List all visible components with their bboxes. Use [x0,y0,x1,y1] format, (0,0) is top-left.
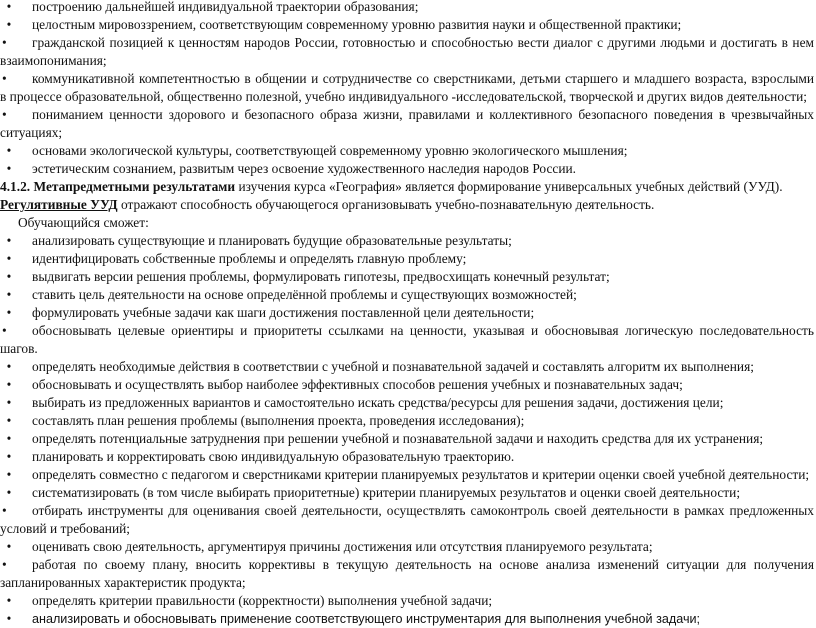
list-item [0,430,816,448]
bullet-icon: • [6,611,12,626]
list-item [0,610,816,628]
list-item [0,376,816,394]
list-item [0,502,816,520]
bullet-icon: • [2,503,7,518]
list-item-text: гражданской позицией к ценностям народов России, готовностью и способностью вести диалог с другими людьми и достигать в нем [32,35,814,50]
list-item-continuation: шагов. [0,341,38,356]
bullet-icon: • [6,539,12,554]
list-item [0,484,816,502]
bullet-icon: • [6,233,12,248]
list-item-text: работая по своему плану, вносить коррективы в текущую деятельность на основе анализа изменений ситуации для получения [32,557,814,572]
bullet-icon: • [6,593,12,608]
list-item-text: определять потенциальные затруднения при решении учебной и познавательной задачи и находить средства для их устранения; [32,431,764,446]
list-item [0,160,816,178]
bullet-icon: • [6,269,12,284]
bullet-icon: • [2,107,7,122]
bullet-icon: • [6,17,12,32]
list-item-text: выдвигать версии решения проблемы, формулировать гипотезы, предвосхищать конечный результат; [32,269,610,284]
list-item-continuation: в процессе образовательной, общественно полезной, учебно индивидуального -исследовательской, творческой и других видов деятельности; [0,89,808,104]
list-item-text: систематизировать (в том числе выбирать приоритетные) критерии планируемых результатов и оценки своей деятельности; [32,485,741,500]
list-item [0,232,816,250]
bullet-icon: • [2,71,7,86]
bullet-icon: • [6,0,12,14]
bullet-icon: • [6,395,12,410]
list-item-text: основами экологической культуры, соответствующей современному уровню экологического мышления; [32,143,628,158]
list-item-continuation: запланированных характеристик продукта; [0,575,246,590]
heading-text: изучения курса «География» является формирование универсальных учебных действий (УУД). [235,179,783,194]
bullet-icon: • [2,35,7,50]
bullet-icon: • [6,161,12,176]
list-item-continuation: условий и требований; [0,521,131,536]
list-item-text: ставить цель деятельности на основе определённой проблемы и существующих возможностей; [32,287,577,302]
bullet-icon: • [6,485,12,500]
list-item-text: определять совместно с педагогом и сверстниками критерии планируемых результатов и критерии оценки своей учебной деятельности; [32,467,810,482]
paragraph-intro: Обучающийся сможет: [18,215,149,230]
bullet-icon: • [6,143,12,158]
list-item-text: формулировать учебные задачи как шаги достижения поставленной цели деятельности; [32,305,535,320]
list-item-text: построению дальнейшей индивидуальной траектории образования; [32,0,419,14]
list-item [0,322,816,340]
list-item [0,268,816,286]
list-item-text: составлять план решения проблемы (выполнения проекта, проведения исследования); [32,413,525,428]
heading-label: Регулятивные УУД [0,197,118,212]
list-item-text: эстетическим сознанием, развитым через освоение художественного наследия народов России. [32,161,577,176]
list-item-text: определять критерии правильности (корректности) выполнения учебной задачи; [32,593,493,608]
list-item [0,412,816,430]
bullet-icon: • [6,305,12,320]
list-item-text: коммуникативной компетентностью в общении и сотрудничестве со сверстниками, детьми старшего и младшего возраста, взрослыми [32,71,814,86]
bullet-icon: • [6,251,12,266]
list-item [0,142,816,160]
bullet-icon: • [6,449,12,464]
list-item [0,448,816,466]
list-item [0,304,816,322]
list-item [0,394,816,412]
list-item-continuation: взаимопонимания; [0,53,107,68]
bullet-icon: • [6,359,12,374]
list-item-text: анализировать существующие и планировать будущие образовательные результаты; [32,233,512,248]
list-item [0,538,816,556]
list-item [0,0,816,16]
heading-text: отражают способность обучающегося организовывать учебно-познавательную деятельность. [117,197,655,212]
list-item-text: отбирать инструменты для оценивания своей деятельности, осуществлять самоконтроль своей деятельности в рамках предложенных [32,503,814,518]
bullet-icon: • [2,323,7,338]
list-item [0,16,816,34]
list-item-text: пониманием ценности здорового и безопасного образа жизни, правилами и коллективного безопасного поведения в чрезвычайных [32,107,814,122]
list-item-text: выбирать из предложенных вариантов и самостоятельно искать средства/ресурсы для решения задачи, достижения цели; [32,395,724,410]
list-item [0,250,816,268]
bullet-icon: • [6,377,12,392]
list-item [0,466,816,484]
list-item-text: определять необходимые действия в соответствии с учебной и познавательной задачей и составлять алгоритм их выполнения; [32,359,754,374]
list-item-text: оценивать свою деятельность, аргументируя причины достижения или отсутствия планируемого результата; [32,539,653,554]
list-item [0,34,816,52]
bullet-icon: • [6,287,12,302]
list-item [0,286,816,304]
list-item [0,592,816,610]
list-item-text: идентифицировать собственные проблемы и определять главную проблему; [32,251,467,266]
list-item-text: планировать и корректировать свою индивидуальную образовательную траекторию. [32,449,515,464]
subsection-heading [0,196,816,214]
list-item [0,70,816,88]
bullet-icon: • [6,431,12,446]
list-item-text: обосновывать и осуществлять выбор наиболее эффективных способов решения учебных и познавательных задач; [32,377,683,392]
heading-label: 4.1.2. Метапредметными результатами [0,179,236,194]
list-item [0,106,816,124]
bullet-icon: • [6,413,12,428]
list-item-continuation: ситуациях; [0,125,63,140]
list-item-text: целостным мировоззрением, соответствующим современному уровню развития науки и общественной практики; [32,17,682,32]
section-heading [0,178,816,196]
bullet-icon: • [2,557,7,572]
list-item-text: анализировать и обосновывать применение соответствующего инструментария для выполнения учебной задачи; [32,612,701,626]
list-item [0,358,816,376]
list-item-text: обосновывать целевые ориентиры и приоритеты ссылками на ценности, указывая и обосновывая логическую последовательность [32,323,814,338]
bullet-icon: • [6,467,12,482]
